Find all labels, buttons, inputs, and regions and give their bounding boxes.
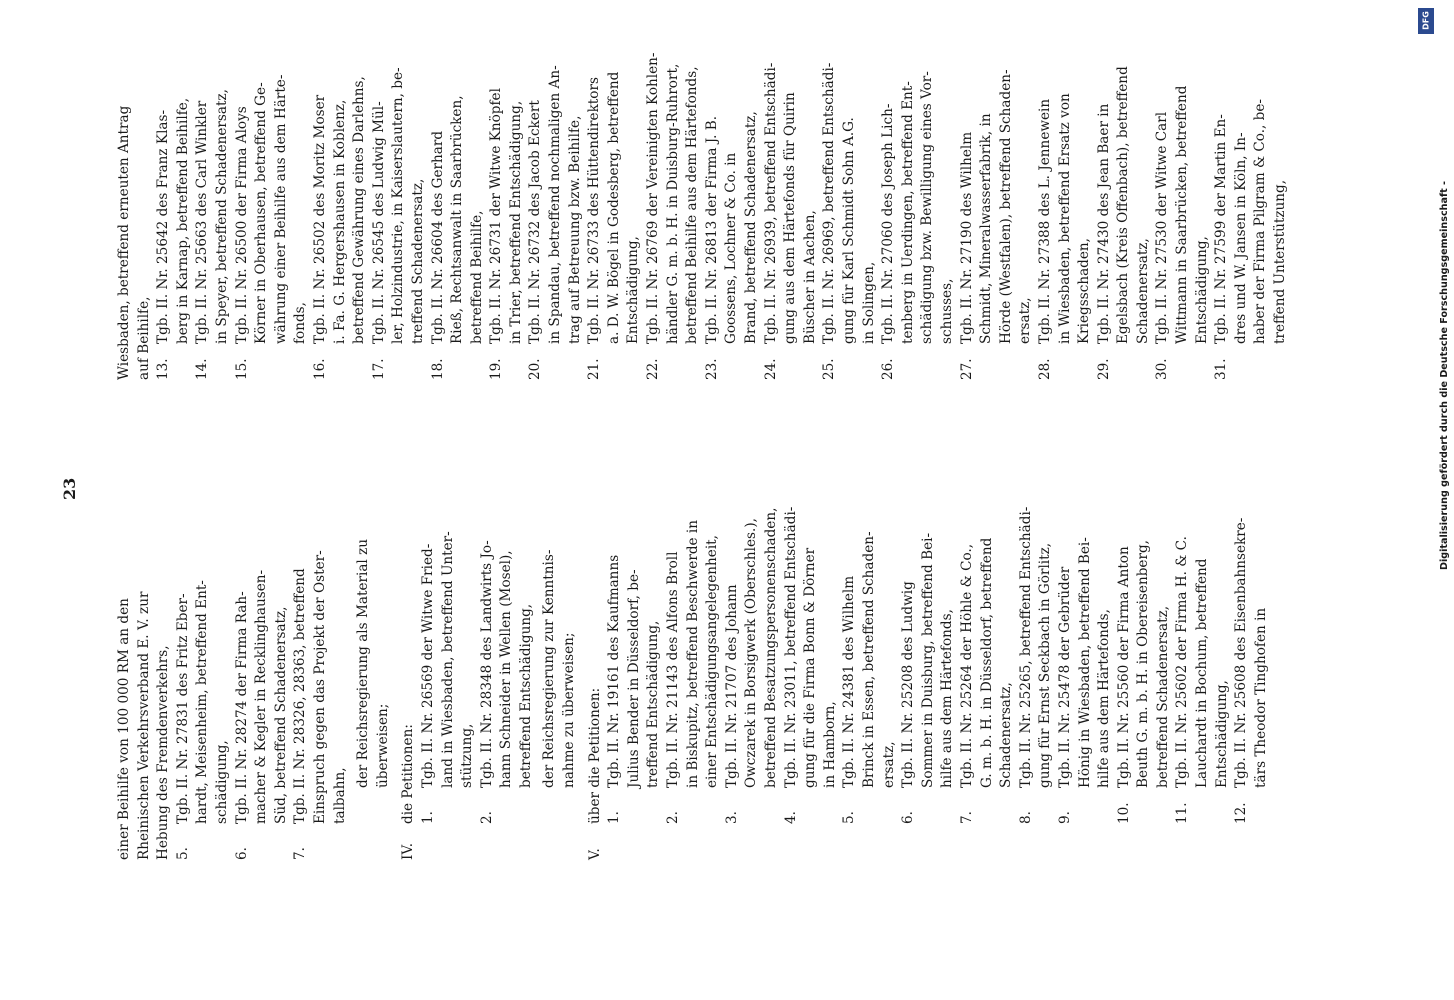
right-entries xyxy=(154,0,1290,380)
list-item-number: 19. xyxy=(488,358,505,380)
text-line: Tgb. II. Nr. 28348 des Landwirts Jo- xyxy=(478,540,495,788)
list-item xyxy=(840,474,899,860)
text-line: Rieß, Rechtsanwalt in Saarbrücken, xyxy=(449,95,466,344)
text-line: macher & Kegler in Recklinghausen- xyxy=(253,569,270,824)
text-line: einer Entschädigungsangelegenheit, xyxy=(704,535,721,788)
list-item xyxy=(1212,0,1290,380)
text-line: treffend Unterstützung, xyxy=(1272,179,1289,344)
text-line: überweisen; xyxy=(374,703,391,788)
list-item xyxy=(1115,474,1174,860)
text-line: auf Beihilfe, xyxy=(135,296,152,380)
list-item-number: 17. xyxy=(370,358,387,380)
text-line: haber der Firma Pilgram & Co., be- xyxy=(1252,98,1269,344)
list-item xyxy=(154,0,193,380)
text-line: Tgb. II. Nr. 26769 der Vereinigten Kohlen- xyxy=(645,52,662,344)
text-line: schädigung, xyxy=(213,740,230,824)
text-line: Tgb. II. Nr. 26731 der Witwe Knöpfel xyxy=(488,88,505,344)
text-line: Tgb. II. Nr. 25265, betreffend Entschädi- xyxy=(1017,506,1034,788)
list-item xyxy=(233,474,292,860)
text-line: a. D. W. Bögel in Godesberg, betreffend xyxy=(605,71,622,344)
list-item-number: 3. xyxy=(723,811,740,824)
text-line: in Spandau, betreffend nochmaligen An- xyxy=(547,65,564,344)
list-item xyxy=(370,0,429,380)
text-line: währung einer Beihilfe aus dem Härte- xyxy=(272,74,289,344)
text-line: Wiesbaden, betreffend erneuten Antrag xyxy=(116,105,132,380)
list-item xyxy=(664,474,723,860)
list-item-number: 16. xyxy=(311,358,328,380)
text-line: ersatz, xyxy=(880,741,897,788)
text-line: Schadenersatz, xyxy=(1134,238,1151,344)
text-line: Tgb. II. Nr. 19161 des Kaufmanns xyxy=(606,554,623,788)
list-item xyxy=(820,0,879,380)
page-number: 23 xyxy=(60,477,79,500)
list-item xyxy=(879,0,957,380)
list-item xyxy=(899,474,958,860)
text-line: der Reichsregierung als Material zu xyxy=(355,538,372,788)
text-line: trag auf Betreuung bzw. Beihilfe, xyxy=(566,115,583,344)
list-item-number: 6. xyxy=(233,847,250,860)
text-line: betreffend Besatzungspersonenschaden, xyxy=(763,507,779,788)
list-item xyxy=(174,474,233,860)
left-paragraph-b xyxy=(540,474,579,860)
text-line: Sommer in Duisburg, betreffend Bei- xyxy=(919,532,936,788)
list-item xyxy=(605,474,664,860)
text-line: Entschädigung, xyxy=(625,236,642,344)
text-line: Tgb. II. Nr. 25560 der Firma Anton xyxy=(1115,546,1132,788)
text-line: Brinck in Essen, betreffend Schaden- xyxy=(860,531,877,788)
text-line: Tgb. II. Nr. 27388 des L. Jennewein xyxy=(1036,98,1053,344)
text-line: fonds, xyxy=(292,302,309,344)
text-line: nahme zu überweisen; xyxy=(561,632,578,788)
text-line: Goossens, Lochner & Co. in xyxy=(723,152,740,344)
list-item-number: 22. xyxy=(645,358,662,380)
text-line: Tgb. II. Nr. 25264 der Höhle & Co., xyxy=(958,543,975,788)
section-iv-title: die Petitionen: xyxy=(400,724,417,824)
text-line: gung für Ernst Seckbach in Görlitz, xyxy=(1037,542,1054,788)
text-line: Tgb. II. Nr. 27430 des Jean Baer in xyxy=(1095,103,1112,344)
text-line: Tgb. II. Nr. 25642 des Franz Klas- xyxy=(155,109,172,344)
section-v-number: V. xyxy=(586,848,603,860)
text-line: i. Fa. G. Hergershausen in Koblenz, xyxy=(331,99,348,344)
text-line: Kriegsschaden, xyxy=(1076,238,1093,344)
list-item-number: 20. xyxy=(527,358,544,380)
text-line: Büscher in Aachen, xyxy=(801,210,818,344)
text-line: hardt, Meisenheim, betreffend Ent- xyxy=(194,580,211,824)
text-line: betreffend Schadenersatz, xyxy=(1154,605,1171,788)
list-item-number: 31. xyxy=(1213,358,1230,380)
list-item xyxy=(429,0,488,380)
text-line: in Biskupitz, betreffend Beschwerde in xyxy=(684,519,701,788)
list-item xyxy=(487,0,526,380)
left-intro xyxy=(115,474,174,860)
digitization-credit-text: Digitalisierung gefördert durch die Deutsche Forschungsgemeinschaft - xyxy=(1439,180,1450,570)
text-line: Tgb. II. Nr. 26733 des Hüttendirektors xyxy=(586,77,603,344)
text-line: Brand, betreffend Schadenersatz, xyxy=(743,111,759,344)
text-line: Tgb. II. Nr. 26502 des Moritz Moser xyxy=(311,94,328,344)
list-item-number: 18. xyxy=(429,358,446,380)
list-item-number: 7. xyxy=(292,847,309,860)
list-item-number: 15. xyxy=(233,358,250,380)
list-item xyxy=(644,0,703,380)
list-item-number: 26. xyxy=(880,358,897,380)
dfg-logo xyxy=(1418,8,1434,34)
text-line: Körner in Oberhausen, betreffend Ge- xyxy=(253,82,270,344)
text-line: Hörde (Westfalen), betreffend Schaden- xyxy=(997,69,1014,344)
text-line: Tgb. II. Nr. 25208 des Ludwig xyxy=(900,581,917,788)
text-line: gung aus dem Härtefonds für Quirin xyxy=(782,92,799,344)
text-line: Tgb. II. Nr. 26969, betreffend Entschädi- xyxy=(821,62,838,344)
list-item-number: 4. xyxy=(782,811,799,824)
digitization-credit xyxy=(1418,10,1450,590)
section-v-heading xyxy=(586,474,606,860)
text-line: ler, Holzindustrie, in Kaiserslautern, be- xyxy=(390,67,407,344)
text-line: Süd, betreffend Schadenersatz, xyxy=(272,606,289,824)
text-line: Lauchardt in Bochum, betreffend xyxy=(1194,558,1211,788)
text-line: schädigung bzw. Bewilligung eines Vor- xyxy=(919,71,936,344)
dfg-logo-text: DFG xyxy=(1421,11,1431,30)
text-line: hilfe aus dem Härtefonds, xyxy=(1096,609,1113,788)
text-line: in Hamborn, xyxy=(821,701,838,788)
text-line: schusses, xyxy=(938,278,955,344)
list-item xyxy=(723,474,782,860)
list-item-number: 27. xyxy=(958,358,975,380)
section-iv-number: IV. xyxy=(400,842,417,860)
left-column xyxy=(115,474,1271,860)
list-item-number: 2. xyxy=(665,811,682,824)
text-line: Rheinischen Verkehrsverband E. V. zur xyxy=(135,591,152,860)
right-column xyxy=(115,0,1291,380)
list-item-number: 28. xyxy=(1036,358,1053,380)
text-line: Tgb. II. Nr. 27060 des Joseph Lich- xyxy=(880,103,897,344)
text-line: händler G. m. b. H. in Duisburg-Ruhrort, xyxy=(664,63,681,344)
text-line: G. m. b. H. in Düsseldorf, betreffend xyxy=(978,537,995,788)
text-line: Tgb. II. Nr. 25478 der Gebrüder xyxy=(1056,566,1073,788)
list-item-number: 11. xyxy=(1174,802,1191,824)
list-item xyxy=(193,0,232,380)
text-line: Wittmann in Saarbrücken, betreffend xyxy=(1174,85,1191,344)
text-line: Tgb. II. Nr. 26545 des Ludwig Mül- xyxy=(370,101,387,344)
text-line: ersatz, xyxy=(1017,297,1034,344)
list-item-number: 8. xyxy=(1017,811,1034,824)
list-item xyxy=(1017,474,1056,860)
text-line: einer Beihilfe von 100 000 RM an den xyxy=(116,598,132,860)
text-line: Tgb. II. Nr. 26813 der Firma J. B. xyxy=(703,115,720,344)
list-item xyxy=(1036,0,1095,380)
text-line: Tgb. II. Nr. 28326, 28363, betreffend xyxy=(292,568,309,824)
text-line: betreffend Beihilfe, xyxy=(468,210,485,344)
list-item-number: 29. xyxy=(1095,358,1112,380)
list-item-number: 10. xyxy=(1115,802,1132,824)
list-item xyxy=(762,0,821,380)
list-item-number: 7. xyxy=(958,811,975,824)
section-v-title: über die Petitionen: xyxy=(586,687,603,824)
list-item xyxy=(958,474,1017,860)
text-line: gung für Karl Schmidt Sohn A.G. xyxy=(840,117,857,344)
text-line: Tgb. II. Nr. 26732 des Jacob Eckert xyxy=(527,100,544,344)
text-line: Tgb. II. Nr. 25663 des Carl Winkler xyxy=(194,100,211,344)
text-line: treffend Schadenersatz, xyxy=(409,178,426,344)
text-line: Tgb. II. Nr. 25602 der Firma H. & C. xyxy=(1174,536,1191,788)
list-item-number: 14. xyxy=(194,358,211,380)
text-line: Owczarek in Borsigwerk (Oberschles.), xyxy=(743,518,760,788)
list-item-number: 1. xyxy=(419,811,436,824)
text-line: in Trier, betreffend Entschädigung, xyxy=(507,100,524,344)
text-line: Tgb. II. Nr. 26500 der Firma Aloys xyxy=(233,106,250,344)
list-item-number: 2. xyxy=(478,811,495,824)
text-line: Tgb. II. Nr. 26569 der Witwe Fried- xyxy=(419,543,436,788)
text-line: Tgb. II. Nr. 23011, betreffend Entschädi- xyxy=(782,506,799,788)
text-line: hann Schneider in Wellen (Mosel), xyxy=(498,550,515,788)
text-line: treffend Entschädigung, xyxy=(645,620,662,788)
text-line: gung für die Firma Bonn & Dörner xyxy=(802,547,819,788)
list-item xyxy=(1173,474,1232,860)
left-entries-c xyxy=(605,474,1271,860)
text-line: Tgb. II. Nr. 24381 des Wilhelm xyxy=(841,575,858,788)
list-item-number: 23. xyxy=(703,358,720,380)
text-line: talbahn, xyxy=(331,767,348,824)
text-line: tenberg in Uerdingen, betreffend Ent- xyxy=(899,81,916,344)
text-line: der Reichsregierung zur Kenntnis- xyxy=(541,549,558,788)
text-line: Beuth G. m. b. H. in Obereisenberg, xyxy=(1135,540,1152,788)
list-item xyxy=(1232,474,1271,860)
text-line: Entschädigung, xyxy=(1193,236,1210,344)
list-item-number: 13. xyxy=(155,358,172,380)
list-item-number: 25. xyxy=(821,358,838,380)
list-item xyxy=(1056,474,1115,860)
text-line: betreffend Entschädigung, xyxy=(517,603,534,788)
text-line: Tgb. II. Nr. 25608 des Eisenbahnsekre- xyxy=(1233,517,1250,788)
text-line: in Solingen, xyxy=(860,261,877,344)
list-item-number: 9. xyxy=(1056,811,1073,824)
text-line: Tgb. II. Nr. 28274 der Firma Rah- xyxy=(233,591,250,824)
list-item xyxy=(958,0,1036,380)
text-line: betreffend Beihilfe aus dem Härtefonds, xyxy=(684,66,701,344)
text-line: stützung, xyxy=(459,723,476,788)
text-line: Tgb. II. Nr. 21143 des Alfons Broll xyxy=(665,551,682,788)
text-line: Julius Bender in Düsseldorf, be- xyxy=(625,569,642,788)
text-line: Entschädigung, xyxy=(1213,680,1230,788)
text-line: Tgb. II. Nr. 21707 des Johann xyxy=(723,584,740,788)
list-item xyxy=(703,0,762,380)
text-line: Hönig in Wiesbaden, betreffend Bei- xyxy=(1076,537,1093,788)
list-item xyxy=(526,0,585,380)
list-item-number: 5. xyxy=(174,847,191,860)
list-item xyxy=(233,0,311,380)
list-item-number: 12. xyxy=(1233,802,1250,824)
list-item-number: 30. xyxy=(1154,358,1171,380)
list-item xyxy=(1153,0,1212,380)
text-line: Tgb. II. Nr. 27599 der Martin En- xyxy=(1213,114,1230,344)
text-line: in Speyer, betreffend Schadenersatz, xyxy=(213,89,230,344)
list-item xyxy=(291,474,350,860)
text-line: Schmidt, Mineralwasserfabrik, in xyxy=(978,113,995,344)
text-line: betreffend Gewährung eines Darlehns, xyxy=(351,76,368,344)
text-line: dres und W. Jansen in Köln, In- xyxy=(1232,132,1249,344)
left-paragraph-a xyxy=(354,474,393,860)
list-item xyxy=(585,0,644,380)
list-item-number: 1. xyxy=(606,811,623,824)
list-item xyxy=(478,474,537,860)
list-item xyxy=(419,474,478,860)
left-entries-b xyxy=(419,474,537,860)
text-line: Egelsbach (Kreis Offenbach), betreffend xyxy=(1115,66,1132,344)
text-line: Tgb. II. Nr. 26939, betreffend Entschädi- xyxy=(762,62,779,344)
text-line: Tgb. II. Nr. 27190 des Wilhelm xyxy=(958,131,975,344)
section-iv-heading xyxy=(399,474,419,860)
list-item xyxy=(1095,0,1154,380)
text-line: Tgb. II. Nr. 27831 des Fritz Eber- xyxy=(174,593,191,824)
text-line: Hebung des Fremdenverkehrs, xyxy=(155,645,172,860)
list-item-number: 6. xyxy=(900,811,917,824)
text-line: tärs Theodor Tinghofen in xyxy=(1252,607,1269,788)
list-item-number: 5. xyxy=(841,811,858,824)
list-item-number: 21. xyxy=(586,358,603,380)
text-line: land in Wiesbaden, betreffend Unter- xyxy=(439,531,456,788)
text-line: Tgb. II. Nr. 26604 des Gerhard xyxy=(429,130,446,344)
right-intro xyxy=(115,0,154,380)
text-line: Einspruch gegen das Projekt der Oster- xyxy=(311,550,328,824)
text-line: in Wiesbaden, betreffend Ersatz von xyxy=(1056,93,1073,344)
text-line: Schadenersatz, xyxy=(998,682,1015,788)
text-line: Tgb. II. Nr. 27530 der Witwe Carl xyxy=(1154,111,1171,344)
left-entries-a xyxy=(174,474,350,860)
list-item xyxy=(311,0,370,380)
text-line: hilfe aus dem Härtefonds, xyxy=(939,609,956,788)
text-line: berg in Karnap, betreffend Beihilfe, xyxy=(174,97,191,344)
list-item-number: 24. xyxy=(762,358,779,380)
list-item xyxy=(782,474,841,860)
